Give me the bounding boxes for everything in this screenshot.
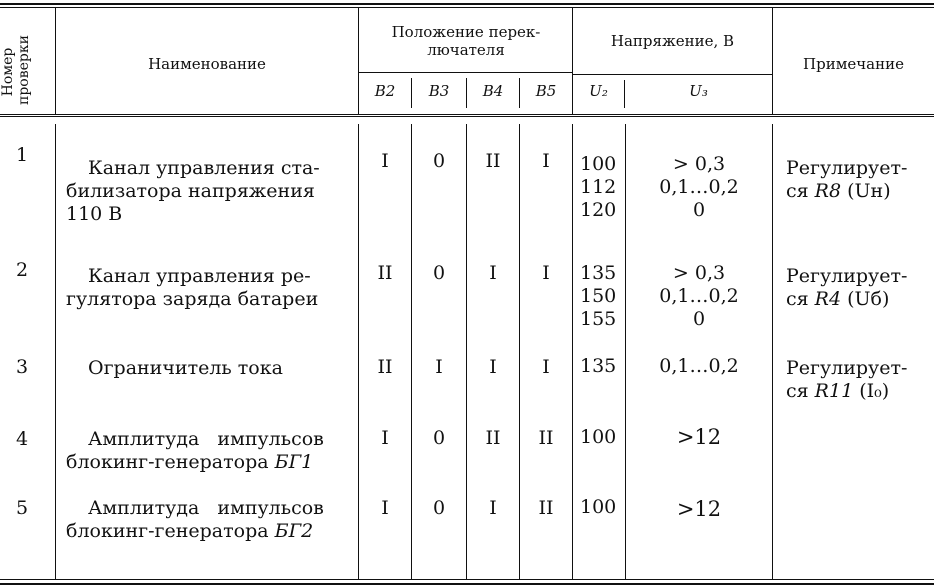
- row-2-note-param: (Uб): [841, 288, 890, 310]
- row-3-b5: I: [542, 356, 550, 378]
- row-3-note-param: (I₀): [853, 380, 890, 402]
- row-2-u3: > 0,3 0,1…0,2 0: [659, 262, 739, 330]
- row-3-number: 3: [16, 356, 29, 378]
- bottom-rule-inner: [0, 579, 934, 580]
- row-1-note: [786, 157, 934, 203]
- row-1-note-ref: R8: [814, 180, 842, 202]
- header-switch-position: Положение перек- лючателя: [391, 23, 541, 59]
- row-5-u2: 100: [580, 496, 617, 518]
- row-1-u3: > 0,3 0,1…0,2 0: [659, 153, 739, 221]
- subheader-rule-voltage: [572, 74, 772, 75]
- body-rule-voltage: [772, 124, 773, 579]
- row-4-b3: 0: [432, 427, 446, 449]
- row-4-u3: >12: [676, 425, 722, 449]
- row-4-name-text: блокинг-генератора: [66, 451, 275, 473]
- row-4-b2: I: [381, 427, 389, 449]
- row-2-note-ref: R4: [814, 288, 842, 310]
- row-5-b2: I: [381, 497, 389, 519]
- row-3-note-text: Регулирует- ся: [786, 357, 908, 402]
- row-5-name-text: блокинг-генератора: [66, 520, 275, 542]
- row-1-b4: II: [485, 150, 501, 172]
- row-5-name-line2: [66, 520, 313, 543]
- header-u3: U₃: [689, 82, 708, 100]
- row-5-name-line1: Амплитуда импульсов: [88, 497, 324, 519]
- top-rule-inner: [0, 7, 934, 8]
- row-1-number: 1: [16, 144, 29, 166]
- bottom-rule-outer: [0, 583, 934, 585]
- row-1-u2: 100 112 120: [580, 153, 617, 221]
- header-b4: B4: [482, 82, 504, 100]
- subheader-rule-switches: [358, 72, 572, 73]
- row-5-b5: II: [538, 497, 554, 519]
- row-1-b2: I: [381, 150, 389, 172]
- row-2-note: [786, 265, 934, 311]
- row-1-b3: 0: [432, 150, 446, 172]
- header-bottom-rule: [0, 114, 934, 115]
- row-4-b4: II: [485, 427, 501, 449]
- row-4-number: 4: [16, 428, 29, 450]
- header-b2: B2: [374, 82, 396, 100]
- row-5-u3: >12: [676, 497, 722, 521]
- top-rule-outer: [0, 3, 934, 5]
- row-5-name-ref: БГ2: [274, 520, 314, 542]
- row-3-note: [786, 357, 934, 403]
- body-rule-switch: [572, 124, 573, 579]
- row-4-b5: II: [538, 427, 554, 449]
- body-rule-no: [55, 124, 56, 579]
- header-note: Примечание: [803, 55, 904, 73]
- row-3-b4: I: [489, 356, 497, 378]
- row-2-b4: I: [489, 262, 497, 284]
- row-1-note-param: (Uн): [841, 180, 891, 202]
- row-2-number: 2: [16, 259, 29, 281]
- row-2-u2: 135 150 155: [580, 262, 617, 330]
- row-4-name-ref: БГ1: [274, 451, 314, 473]
- row-3-b3: I: [435, 356, 443, 378]
- header-u2: U₂: [589, 82, 608, 100]
- row-3-name: Ограничитель тока: [88, 357, 283, 379]
- header-bottom-rule-2: [0, 116, 934, 117]
- row-1-b5: I: [542, 150, 550, 172]
- row-4-name-line1: Амплитуда импульсов: [88, 428, 324, 450]
- row-2-b5: I: [542, 262, 550, 284]
- row-1-name: Канал управления ста- билизатора напряжения 110 В: [66, 157, 320, 225]
- row-4-name-line2: [66, 451, 313, 474]
- row-3-b2: II: [377, 356, 393, 378]
- row-1-note-text: Регулирует- ся: [786, 157, 908, 202]
- header-check-number: Номер проверки: [0, 35, 32, 105]
- row-3-u3: 0,1…0,2: [659, 355, 739, 377]
- row-3-u2: 135: [580, 355, 617, 377]
- header-b5: B5: [535, 82, 557, 100]
- row-3-note-ref: R11: [814, 380, 854, 402]
- row-4-u2: 100: [580, 426, 617, 448]
- row-5-number: 5: [16, 497, 29, 519]
- row-5-b3: 0: [432, 497, 446, 519]
- row-2-name: Канал управления ре- гулятора заряда батареи: [66, 265, 319, 310]
- row-5-b4: I: [489, 497, 497, 519]
- row-2-note-text: Регулирует- ся: [786, 265, 908, 310]
- header-b3: B3: [428, 82, 450, 100]
- header-voltage: Напряжение, В: [610, 32, 735, 50]
- header-name: Наименование: [148, 55, 266, 73]
- row-2-b3: 0: [432, 262, 446, 284]
- row-2-b2: II: [377, 262, 393, 284]
